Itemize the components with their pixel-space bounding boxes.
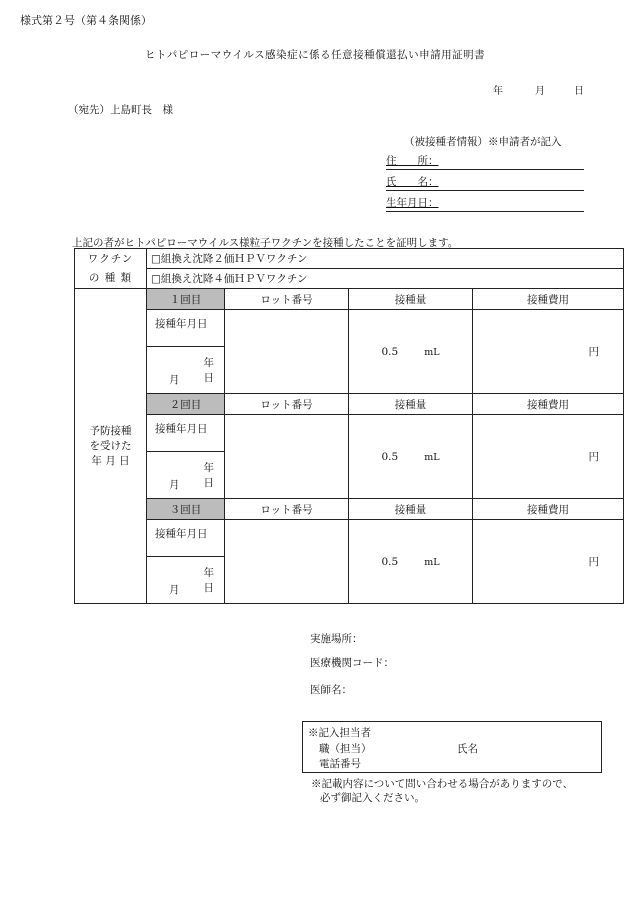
dose-1-lot-cell[interactable]: [225, 310, 349, 394]
recipient-info-heading: （被接種者情報）※申請者が記入: [404, 136, 562, 148]
vaccination-table: [74, 248, 624, 604]
name-label: 氏 名：: [386, 176, 439, 188]
fee-header: 接種費用: [473, 394, 624, 415]
fee-header: 接種費用: [473, 499, 624, 520]
dose-2-volume: 0.5 mL: [349, 415, 473, 499]
vaccine-type-label: ワクチン の 種 類: [75, 249, 147, 289]
dose-1-fee-cell[interactable]: 円: [473, 310, 624, 394]
dose-1-volume: 0.5 mL: [349, 310, 473, 394]
vaccine-option-quadrivalent[interactable]: □組換え沈降４価ＨＰＶワクチン: [147, 269, 624, 289]
dose-3-date-cell[interactable]: 年 月 日: [147, 557, 225, 604]
note-line-2: 必ず御記入ください。: [320, 792, 425, 804]
contact-role-label: 職（担当）: [319, 743, 372, 755]
dose-2-fee-cell[interactable]: 円: [473, 415, 624, 499]
birthdate-label: 生年月日：: [386, 197, 439, 209]
contact-title: ※記入担当者: [308, 727, 371, 739]
birthdate-field[interactable]: [386, 195, 584, 212]
contact-person-box: [302, 721, 602, 773]
issue-date-year: 年: [493, 86, 503, 97]
volume-header: 接種量: [349, 499, 473, 520]
dose-2-date-cell[interactable]: 年 月 日: [147, 452, 225, 499]
issue-date-month: 月: [535, 86, 545, 97]
lot-number-header: ロット番号: [225, 289, 349, 310]
dose-3-label: ３回目: [147, 499, 225, 520]
volume-header: 接種量: [349, 289, 473, 310]
contact-name-label: 氏名: [457, 743, 478, 755]
doctor-name-label: 医師名：: [310, 684, 352, 696]
dose-3-date-label: 接種年月日: [147, 520, 225, 557]
form-number: 様式第２号（第４条関係）: [20, 14, 152, 27]
dose-1-date-label: 接種年月日: [147, 310, 225, 347]
dose-1-label: １回目: [147, 289, 225, 310]
issue-date-day: 日: [574, 86, 584, 97]
dose-2-label: ２回目: [147, 394, 225, 415]
dose-3-volume: 0.5 mL: [349, 520, 473, 604]
fee-header: 接種費用: [473, 289, 624, 310]
document-title: ヒトパピローマウイルス感染症に係る任意接種償還払い申請用証明書: [144, 49, 486, 61]
contact-phone-label: 電話番号: [319, 758, 361, 770]
vaccination-date-label: 予防接種 を受けた 年 月 日: [75, 289, 147, 604]
dose-3-lot-cell[interactable]: [225, 520, 349, 604]
dose-1-date-cell[interactable]: 年 月 日: [147, 347, 225, 394]
name-field[interactable]: [386, 174, 584, 191]
vaccine-option-bivalent[interactable]: □組換え沈降２価ＨＰＶワクチン: [147, 249, 624, 269]
address-field[interactable]: [386, 153, 584, 170]
note-line-1: ※記載内容について問い合わせる場合がありますので、: [311, 778, 574, 790]
dose-2-date-label: 接種年月日: [147, 415, 225, 452]
dose-3-fee-cell[interactable]: 円: [473, 520, 624, 604]
dose-2-lot-cell[interactable]: [225, 415, 349, 499]
lot-number-header: ロット番号: [225, 394, 349, 415]
address-label: 住 所：: [386, 155, 439, 167]
site-label: 実施場所：: [310, 633, 363, 645]
facility-code-label: 医療機関コード：: [310, 657, 394, 669]
certification-statement: 上記の者がヒトパピローマウイルス様粒子ワクチンを接種したことを証明します。: [72, 237, 459, 249]
volume-header: 接種量: [349, 394, 473, 415]
addressee: （宛先）上島町長 様: [68, 104, 173, 116]
lot-number-header: ロット番号: [225, 499, 349, 520]
